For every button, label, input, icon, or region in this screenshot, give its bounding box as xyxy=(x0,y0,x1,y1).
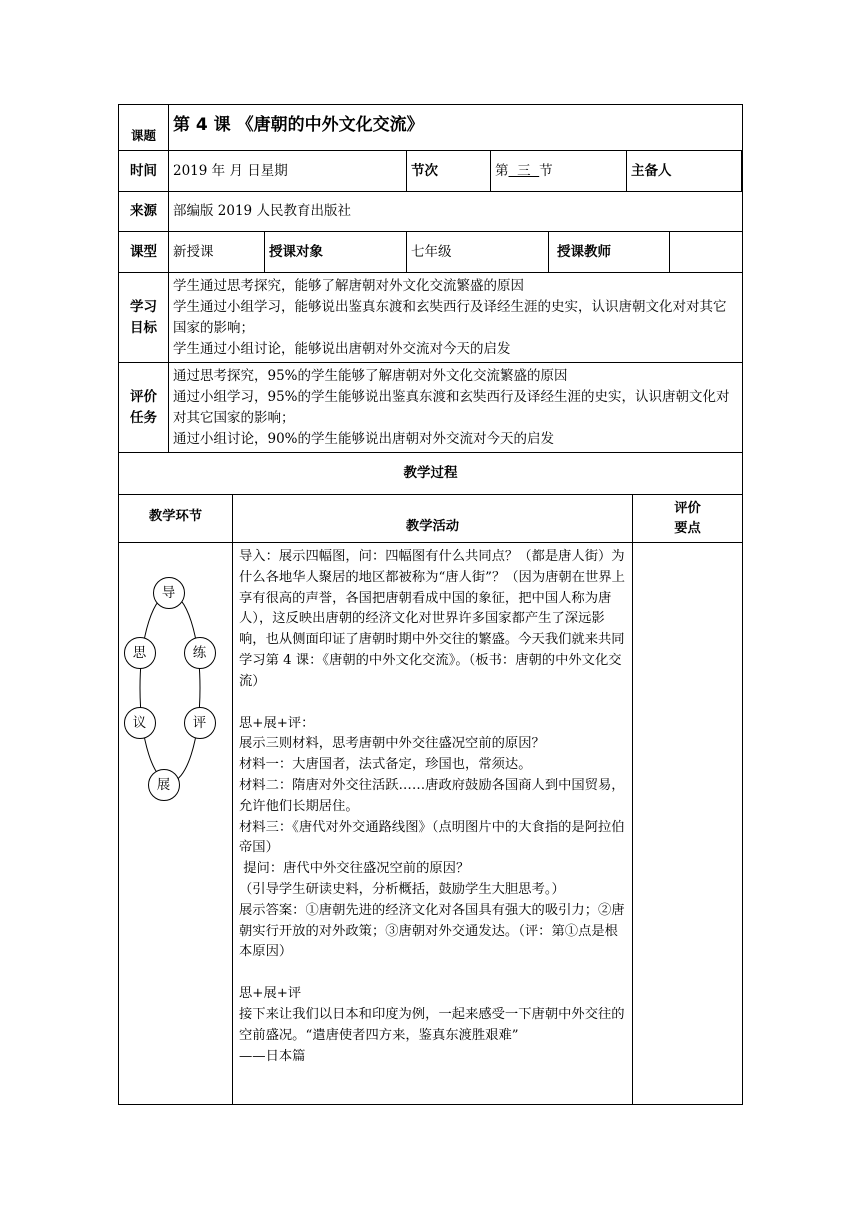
diagram-node-si: 思 xyxy=(124,637,156,669)
task-line: 通过思考探究，95%的学生能够了解唐朝对外文化交流繁盛的原因 xyxy=(173,367,568,384)
course-title: 第 4 课 《唐朝的中外文化交流》 xyxy=(169,105,743,151)
period-value: 第 三 节 xyxy=(491,151,627,192)
type-row xyxy=(119,232,743,273)
diagram-node-ping: 评 xyxy=(184,707,216,739)
activity-line: 展示三则材料，思考唐朝中外交往盛况空前的原因？ xyxy=(239,736,545,752)
period-label: 节次 xyxy=(407,151,491,192)
col-stage: 教学环节 xyxy=(119,495,233,543)
time-label: 时间 xyxy=(119,151,169,192)
time-value: 2019 年 月 日星期 xyxy=(169,151,407,192)
process-body-row xyxy=(119,543,743,1105)
col-eval: 评价 要点 xyxy=(633,495,743,543)
activity-cell xyxy=(233,543,633,1105)
task-line: 通过小组讨论，90%的学生能够说出唐朝对外交流对今天的启发 xyxy=(173,430,555,447)
teacher-cell xyxy=(549,232,743,273)
activity-line: 材料二：隋唐对外交往活跃……唐政府鼓励各国商人到中国贸易，允许他们长期居住。 xyxy=(239,777,625,814)
process-header-row xyxy=(119,495,743,543)
source-row xyxy=(119,192,743,232)
goals-label: 学习 目标 xyxy=(119,273,169,363)
process-table xyxy=(118,494,743,1105)
goal-line: 学生通过思考探究，能够了解唐朝对外文化交流繁盛的原因 xyxy=(173,277,524,294)
time-row xyxy=(119,151,743,192)
goal-line: 学生通过小组学习，能够说出鉴真东渡和玄奘西行及译经生涯的史实，认识唐朝文化对对其它国家的影响； xyxy=(173,298,727,336)
source-label: 来源 xyxy=(119,192,169,232)
teacher-value xyxy=(670,232,742,272)
activity-line xyxy=(239,693,626,714)
course-row xyxy=(119,105,743,151)
preparer-cell xyxy=(627,151,743,192)
activity-line: 导入：展示四幅图，问：四幅图有什么共同点？（都是唐人街）为什么各地华人聚居的地区都被称为“唐人街”？（因为唐朝在世界上享有很高的声誉，各国把唐朝看成中国的象征，把中国人称为唐人），这反映出唐朝的经济文化对世界许多国家都产生了深远影响，也从侧面印证了唐朝时期中外交往的繁盛。今天我们就来共同学习第 4 课：《唐朝的中外文化交流》。（板书：唐朝的中外文化交流） xyxy=(239,549,625,689)
lesson-plan xyxy=(118,104,742,1105)
diagram-node-dao: 导 xyxy=(153,577,185,609)
cycle-diagram xyxy=(124,573,228,803)
tasks-content xyxy=(169,363,743,453)
goal-line: 学生通过小组讨论，能够说出唐朝对外交流对今天的启发 xyxy=(173,340,511,357)
col-activity: 教学活动 xyxy=(233,495,633,543)
course-label: 课题 xyxy=(119,105,169,151)
stage-cell xyxy=(119,543,233,1105)
activity-line: 材料三：《唐代对外交通路线图》（点明图片中的大食指的是阿拉伯帝国） xyxy=(239,819,625,856)
tasks-label: 评价 任务 xyxy=(119,363,169,453)
process-title: 教学过程 xyxy=(119,453,743,495)
activity-line xyxy=(239,963,626,984)
activity-line: （引导学生研读史料，分析概括，鼓励学生大胆思考。） xyxy=(239,881,565,897)
activity-line: 接下来让我们以日本和印度为例，一起来感受一下唐朝中外交往的空前盛况。“遣唐使者四方来，鉴真东渡胜艰难” xyxy=(239,1006,625,1043)
eval-cell xyxy=(633,543,743,1105)
activity-line: 材料一：大唐国者，法式备定，珍国也，常须达。 xyxy=(239,757,532,773)
diagram-node-lian: 练 xyxy=(184,637,216,669)
activity-line: 思+展+评： xyxy=(239,715,315,731)
tasks-row xyxy=(119,363,743,453)
goals-row xyxy=(119,273,743,363)
header-table xyxy=(118,104,743,495)
type-value: 新授课 xyxy=(169,232,265,273)
task-line: 通过小组学习，95%的学生能够说出鉴真东渡和玄奘西行及译经生涯的史实，认识唐朝文化对对其它国家的影响； xyxy=(173,388,730,426)
audience-label: 授课对象 xyxy=(265,232,407,273)
diagram-node-yi: 议 xyxy=(124,707,156,739)
preparer-label: 主备人 xyxy=(627,151,742,191)
type-label: 课型 xyxy=(119,232,169,273)
period-number: 三 xyxy=(508,162,540,179)
goals-content xyxy=(169,273,743,363)
teacher-label: 授课教师 xyxy=(549,232,670,272)
source-value: 部编版 2019 人民教育出版社 xyxy=(169,192,743,232)
diagram-node-zhan: 展 xyxy=(148,769,180,801)
activity-line: ——日本篇 xyxy=(239,1048,306,1064)
process-title-row xyxy=(119,453,743,495)
activity-line: 思+展+评 xyxy=(239,986,302,1002)
activity-line: 提问：唐代中外交往盛况空前的原因？ xyxy=(239,861,470,877)
audience-value: 七年级 xyxy=(407,232,549,273)
activity-line: 展示答案：①唐朝先进的经济文化对各国具有强大的吸引力；②唐朝实行开放的对外政策；③唐朝对外交通发达。（评：第①点是根本原因） xyxy=(239,902,625,960)
